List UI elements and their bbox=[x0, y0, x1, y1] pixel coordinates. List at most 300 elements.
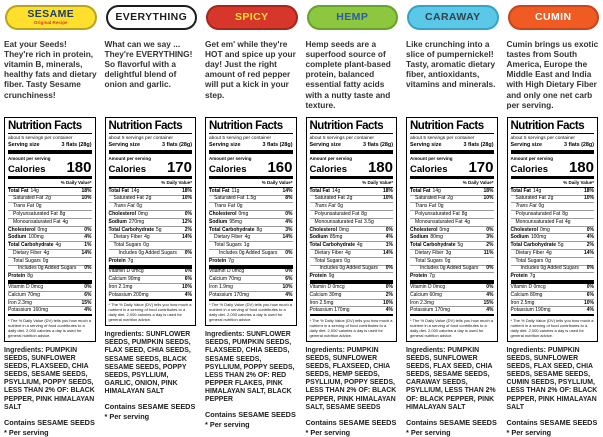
nutrient-row bbox=[109, 276, 193, 284]
calories-value: 180 bbox=[368, 162, 393, 175]
nutrient-amount: 0g bbox=[237, 204, 243, 209]
serving-size-row bbox=[8, 141, 92, 150]
nutrient-name: Saturated Fat bbox=[13, 196, 43, 201]
nutrient-name: Total Fat bbox=[8, 189, 28, 194]
daily-value-header: % Daily Value* bbox=[310, 179, 394, 188]
nutrient-name: Vitamin D 0mcg bbox=[8, 285, 43, 290]
nutrient-name: Potassium 190mg bbox=[511, 308, 551, 313]
nutrient-name: Monounsaturated Fat bbox=[315, 220, 363, 225]
nutrient-name: Sodium bbox=[410, 235, 428, 240]
nutrient-rows bbox=[109, 188, 193, 301]
nutrient-amount: 270mg bbox=[129, 220, 144, 225]
nutrient-name: Saturated Fat bbox=[516, 196, 546, 201]
per-serving-note: * Per serving bbox=[4, 428, 98, 437]
nutrient-daily-value: 18% bbox=[383, 189, 393, 194]
nutrient-daily-value: 10% bbox=[282, 285, 292, 290]
nutrient-name: Trans Fat bbox=[13, 204, 34, 209]
servings-per-container: about 5 serving per container bbox=[209, 134, 293, 141]
serving-size-label: Serving size bbox=[209, 142, 240, 148]
nutrient-amount: 5g bbox=[558, 243, 564, 248]
nutrient-row bbox=[410, 196, 494, 204]
per-serving-note: * Per serving bbox=[105, 412, 199, 421]
nutrient-daily-value: 4% bbox=[285, 293, 292, 298]
flavor-badge[interactable] bbox=[307, 5, 399, 30]
nutrient-row bbox=[310, 250, 394, 258]
nutrient-daily-value: 14% bbox=[282, 189, 292, 194]
nutrient-amount: 2g bbox=[548, 196, 554, 201]
nutrient-daily-value: 2% bbox=[386, 293, 393, 298]
nutrient-row bbox=[511, 211, 595, 219]
nutrient-amount: 8g bbox=[361, 212, 367, 217]
nutrient-daily-value: 4% bbox=[486, 308, 493, 313]
nutrient-daily-value: 10% bbox=[584, 301, 594, 306]
flavor-badge[interactable] bbox=[206, 5, 298, 30]
nutrient-name: Vitamin D 0mcg bbox=[209, 269, 244, 274]
nutrient-amount: 0g bbox=[539, 204, 545, 209]
nutrient-daily-value: 10% bbox=[81, 196, 91, 201]
nutrient-amount: 9g bbox=[329, 274, 335, 279]
nutrient-rows bbox=[209, 188, 293, 301]
nutrition-facts-title: Nutrition Facts bbox=[209, 120, 293, 134]
nutrient-row bbox=[410, 284, 494, 292]
nutrient-amount: 8g bbox=[562, 212, 568, 217]
nutrient-name: Protein bbox=[310, 274, 327, 279]
nutrient-name: Iron 2.5mg bbox=[310, 301, 334, 306]
nutrient-amount: 14g bbox=[30, 189, 38, 194]
nutrient-daily-value: 6% bbox=[84, 293, 91, 298]
nutrient-row bbox=[511, 234, 595, 242]
nutrient-amount: 4g bbox=[44, 251, 50, 256]
nutrient-daily-value: 4% bbox=[587, 308, 594, 313]
nutrient-name: Dietary Fiber bbox=[13, 251, 42, 256]
nutrient-daily-value: 1% bbox=[386, 243, 393, 248]
per-serving-note: * Per serving bbox=[205, 420, 299, 429]
nutrient-name: Trans Fat bbox=[114, 204, 135, 209]
nutrition-facts-title: Nutrition Facts bbox=[310, 120, 394, 134]
nutrient-name: Total Carbohydrate bbox=[310, 243, 355, 248]
nutrient-name: Saturated Fat bbox=[415, 196, 445, 201]
nutrient-row bbox=[310, 307, 394, 316]
nutrient-daily-value: 14% bbox=[584, 251, 594, 256]
nutrient-row bbox=[511, 284, 595, 292]
nutrient-name: Trans Fat bbox=[415, 204, 436, 209]
nutrient-amount: 0g bbox=[344, 259, 350, 264]
nutrient-amount: 0g bbox=[43, 259, 49, 264]
nutrient-rows bbox=[8, 188, 92, 317]
nutrient-amount: 0mg bbox=[540, 228, 550, 233]
serving-size-label: Serving size bbox=[8, 142, 39, 148]
nutrient-daily-value: 0% bbox=[386, 228, 393, 233]
nutrient-row bbox=[511, 258, 595, 266]
amount-per-serving-label: Amount per serving bbox=[209, 154, 293, 161]
nutrient-name: Potassium 170mg bbox=[209, 293, 249, 298]
contains-statement: Contains SESAME SEEDS bbox=[4, 418, 98, 427]
nutrient-amount: 100mg bbox=[531, 235, 546, 240]
nutrient-daily-value: 0% bbox=[587, 228, 594, 233]
daily-value-header: % Daily Value* bbox=[209, 179, 293, 188]
contains-statement: Contains SESAME SEEDS bbox=[406, 418, 500, 427]
nutrient-daily-value: 0% bbox=[587, 285, 594, 290]
nutrient-row bbox=[310, 234, 394, 242]
nutrient-name: Potassium 160mg bbox=[8, 308, 48, 313]
nutrient-row bbox=[410, 242, 494, 250]
nutrient-amount: 3.5g bbox=[364, 220, 374, 225]
nutrient-row bbox=[8, 300, 92, 308]
nutrient-amount: 1g bbox=[244, 243, 250, 248]
daily-value-header: % Daily Value* bbox=[410, 179, 494, 188]
calories-label: Calories bbox=[209, 165, 247, 175]
serving-size-value: 3 flats (28g) bbox=[564, 142, 594, 148]
flavor-column bbox=[101, 0, 202, 437]
serving-size-value: 3 flats (28g) bbox=[263, 142, 293, 148]
nutrient-row bbox=[511, 242, 595, 250]
nutrient-row bbox=[511, 219, 595, 227]
calories-label: Calories bbox=[8, 165, 46, 175]
servings-per-container: about 5 servings per container bbox=[410, 134, 494, 141]
nutrient-amount: 4g bbox=[63, 220, 69, 225]
nutrient-row bbox=[511, 188, 595, 196]
daily-value-footnote: * The % Daily Value (DV) tells you how much a nutrient in a serving of food contributes to a daily diet. 2,000 calories a day is used for general nutrition advice. bbox=[209, 301, 293, 323]
per-serving-note: * Per serving bbox=[406, 428, 500, 437]
nutrient-name: Total Sugars bbox=[315, 259, 343, 264]
nutrient-name: Sodium bbox=[109, 220, 127, 225]
nutrient-row bbox=[410, 292, 494, 300]
nutrient-amount: 95mg bbox=[229, 220, 242, 225]
nutrient-name: Potassium 200mg bbox=[109, 293, 149, 298]
flavor-description: Like crunching into a slice of pumpernickel! Tasty, aromatic dietary fiber, antioxidants, vitamins and minerals. bbox=[406, 39, 500, 111]
nutrient-row bbox=[209, 242, 293, 250]
nutrient-row bbox=[8, 258, 92, 266]
servings-per-container: about 5 servings per container bbox=[511, 134, 595, 141]
nutrient-daily-value: 0% bbox=[486, 228, 493, 233]
nutrient-name: Trans Fat bbox=[315, 204, 336, 209]
calories-row bbox=[8, 161, 92, 177]
nutrient-row bbox=[8, 188, 92, 196]
ingredients-text: Ingredients: PUMPKIN SEEDS, SUNFLOWER SEEDS, FLAXSEED, CHIA SEEDS, HEMP SEEDS, PSYLLIUM, POPPY SEEDS, LESS THAN 2% OF: BLACK PEPPER, PINK HIMALAYAN SALT, SESAME SEEDS bbox=[306, 347, 398, 412]
nutrient-row bbox=[410, 188, 494, 196]
nutrient-row bbox=[8, 307, 92, 316]
nutrient-amount: 7g bbox=[228, 259, 234, 264]
nutrient-name: Sodium bbox=[209, 220, 227, 225]
nutrient-row bbox=[310, 188, 394, 196]
nutrient-amount: 0g bbox=[143, 243, 149, 248]
nutrient-name: Protein bbox=[410, 274, 427, 279]
nutrient-name: Cholesterol bbox=[310, 228, 338, 233]
nutrient-daily-value: 1% bbox=[84, 243, 91, 248]
nutrient-name: Vitamin D 0mcg bbox=[109, 269, 144, 274]
nutrient-amount: 2g bbox=[45, 196, 51, 201]
daily-value-footnote: * The % Daily Value (DV) tells you how much a nutrient in a serving of food contributes to a daily diet. 2,000 calories a day is used for general nutrition advice. bbox=[8, 316, 92, 338]
nutrient-name: Iron 2.1mg bbox=[109, 285, 133, 290]
nutrient-row bbox=[109, 258, 193, 269]
calories-label: Calories bbox=[410, 165, 448, 175]
nutrient-name: Includes 0g Added Sugars bbox=[521, 266, 579, 271]
nutrient-name: Total Fat bbox=[511, 189, 531, 194]
nutrient-name: Total Carbohydrate bbox=[8, 243, 53, 248]
nutrient-name: Iron 1.9mg bbox=[209, 285, 233, 290]
nutrient-row bbox=[8, 250, 92, 258]
nutrient-row bbox=[209, 234, 293, 242]
nutrient-daily-value: 14% bbox=[81, 251, 91, 256]
nutrient-row bbox=[8, 292, 92, 300]
servings-per-container: about 5 servings per container bbox=[109, 134, 193, 141]
nutrient-name: Iron 2.3mg bbox=[410, 301, 434, 306]
nutrient-row bbox=[511, 292, 595, 300]
nutrient-daily-value: 0% bbox=[486, 266, 493, 271]
nutrient-name: Cholesterol bbox=[109, 212, 137, 217]
nutrient-name: Dietary Fiber bbox=[315, 251, 344, 256]
serving-size-label: Serving size bbox=[410, 142, 441, 148]
nutrient-name: Total Carbohydrate bbox=[511, 243, 556, 248]
nutrition-facts-label bbox=[306, 117, 398, 342]
nutrient-amount: 4g bbox=[55, 243, 61, 248]
amount-per-serving-label: Amount per serving bbox=[109, 154, 193, 161]
nutrient-row bbox=[410, 307, 494, 316]
nutrient-daily-value: 0% bbox=[587, 266, 594, 271]
nutrient-daily-value: 10% bbox=[182, 285, 192, 290]
nutrient-row bbox=[209, 203, 293, 211]
nutrient-row bbox=[8, 234, 92, 242]
nutrient-name: Total Sugars bbox=[214, 243, 242, 248]
nutrient-amount: 0g bbox=[438, 204, 444, 209]
nutrient-name: Includes 0g Added Sugars bbox=[18, 266, 76, 271]
calories-row bbox=[109, 161, 193, 177]
nutrient-name: Potassium 170mg bbox=[310, 308, 350, 313]
nutrient-row bbox=[511, 203, 595, 211]
nutrient-daily-value: 0% bbox=[285, 269, 292, 274]
ingredients-text: Ingredients: SUNFLOWER SEEDS, PUMPKIN SEEDS, FLAXSEED, CHIA SEEDS, SESAME SEEDS, PSYLLIUM, POPPY SEEDS, LESS THAN 2% OF: RED PEPPER FLAKES, PINK HIMALAYAN SALT, BLACK PEPPER bbox=[205, 331, 297, 404]
flavor-column bbox=[302, 0, 403, 437]
nutrient-amount: 0g bbox=[137, 204, 143, 209]
nutrient-daily-value: 3% bbox=[486, 235, 493, 240]
amount-per-serving-label: Amount per serving bbox=[511, 154, 595, 161]
nutrient-daily-value: 3% bbox=[285, 228, 292, 233]
flavor-badge-label: SPICY bbox=[235, 12, 269, 23]
nutrient-name: Total Sugars bbox=[516, 259, 544, 264]
nutrient-row bbox=[410, 203, 494, 211]
ingredients-text: Ingredients: PUMPKIN SEEDS, SUNFLOWER SEEDS, FLAX SEED, CHIA SEEDS, SESAME SEEDS, CARAWAY SEEDS, PSYLLIUM, LESS THAN 2% OF: BLACK PEPPER, PINK HIMALAYAN SALT bbox=[406, 347, 498, 412]
nutrient-row bbox=[8, 219, 92, 227]
amount-per-serving-label: Amount per serving bbox=[8, 154, 92, 161]
nutrient-daily-value: 18% bbox=[81, 189, 91, 194]
nutrient-row bbox=[8, 266, 92, 274]
daily-value-footnote: * The % Daily Value (DV) tells you how much a nutrient in a serving of food contributes to a daily diet. 2,000 calories a day is used for general nutrition advice. bbox=[109, 301, 193, 323]
daily-value-header: % Daily Value* bbox=[511, 179, 595, 188]
nutrient-row bbox=[109, 292, 193, 301]
nutrient-row bbox=[109, 203, 193, 211]
nutrient-daily-value: 4% bbox=[386, 308, 393, 313]
nutrient-daily-value: 4% bbox=[84, 235, 91, 240]
nutrient-row bbox=[8, 242, 92, 250]
nutrient-row bbox=[410, 300, 494, 308]
nutrient-name: Calcium 60mg bbox=[410, 293, 442, 298]
nutrient-daily-value: 0% bbox=[386, 266, 393, 271]
nutrient-row bbox=[109, 242, 193, 250]
flavor-badge[interactable] bbox=[407, 5, 499, 30]
nutrient-name: Total Carbohydrate bbox=[109, 228, 154, 233]
nutrient-row bbox=[109, 219, 193, 227]
flavor-badge-sublabel: Original Recipe bbox=[34, 20, 68, 26]
nutrient-row bbox=[310, 227, 394, 235]
nutrient-row bbox=[410, 258, 494, 266]
nutrient-amount: 2g bbox=[447, 196, 453, 201]
nutrient-amount: 100mg bbox=[28, 235, 43, 240]
flavor-badge-label: HEMP bbox=[336, 12, 368, 23]
nutrient-name: Polyunsaturated Fat bbox=[516, 212, 561, 217]
nutrient-row bbox=[209, 196, 293, 204]
servings-per-container: about 5 servings per container bbox=[310, 134, 394, 141]
nutrient-name: Trans Fat bbox=[214, 204, 235, 209]
nutrient-name: Includes 0g Added Sugars bbox=[219, 251, 277, 256]
flavor-badge[interactable] bbox=[508, 5, 600, 30]
nutrient-row bbox=[209, 219, 293, 227]
nutrient-daily-value: 15% bbox=[81, 301, 91, 306]
contains-statement: Contains SESAME SEEDS bbox=[205, 410, 299, 419]
nutrient-amount: 14g bbox=[533, 189, 541, 194]
nutrient-row bbox=[8, 211, 92, 219]
nutrient-daily-value: 4% bbox=[386, 235, 393, 240]
nutrient-amount: 2g bbox=[146, 196, 152, 201]
nutrient-amount: 2g bbox=[347, 196, 353, 201]
nutrient-daily-value: 0% bbox=[285, 212, 292, 217]
nutrient-name: Saturated Fat bbox=[214, 196, 244, 201]
nutrient-row bbox=[410, 211, 494, 219]
nutrient-name: Iron 2.3mg bbox=[8, 301, 32, 306]
calories-value: 180 bbox=[66, 162, 91, 175]
serving-size-row bbox=[511, 141, 595, 150]
nutrient-daily-value: 14% bbox=[282, 235, 292, 240]
nutrient-name: Total Fat bbox=[410, 189, 430, 194]
per-serving-note: * Per serving bbox=[507, 428, 601, 437]
nutrient-name: Cholesterol bbox=[511, 228, 539, 233]
nutrient-daily-value: 10% bbox=[483, 196, 493, 201]
serving-size-row bbox=[109, 141, 193, 150]
nutrient-daily-value: 0% bbox=[185, 251, 192, 256]
ingredients-text: Ingredients: PUMPKIN SEEDS, SUNFLOWER SEEDS, FLAX SEED, CHIA SEEDS, SESAME SEEDS, CUMIN SEEDS, PSYLLIUM, LESS THAN 2% OF: BLACK PEPPER, PINK HIMALAYAN SALT bbox=[507, 347, 599, 412]
nutrient-name: Vitamin D 0mcg bbox=[511, 285, 546, 290]
nutrient-amount: 0g bbox=[36, 204, 42, 209]
nutrient-daily-value: 4% bbox=[587, 235, 594, 240]
nutrient-row bbox=[410, 227, 494, 235]
nutrient-daily-value: 14% bbox=[383, 251, 393, 256]
nutrient-row bbox=[511, 227, 595, 235]
nutrient-amount: 4g bbox=[345, 251, 351, 256]
serving-size-label: Serving size bbox=[511, 142, 542, 148]
calories-label: Calories bbox=[109, 165, 147, 175]
nutrient-name: Cholesterol bbox=[410, 228, 438, 233]
per-serving-note: * Per serving bbox=[306, 428, 400, 437]
nutrient-row bbox=[209, 211, 293, 219]
nutrient-name: Sodium bbox=[511, 235, 529, 240]
flavor-column bbox=[402, 0, 503, 437]
nutrient-row bbox=[410, 266, 494, 274]
nutrient-amount: 4g bbox=[245, 235, 251, 240]
serving-size-row bbox=[310, 141, 394, 150]
nutrient-amount: 85mg bbox=[330, 235, 343, 240]
serving-size-row bbox=[209, 141, 293, 150]
nutrient-daily-value: 0% bbox=[185, 212, 192, 217]
nutrient-name: Vitamin D 0mcg bbox=[310, 285, 345, 290]
nutrient-row bbox=[8, 196, 92, 204]
nutrient-daily-value: 12% bbox=[182, 220, 192, 225]
amount-per-serving-label: Amount per serving bbox=[310, 154, 394, 161]
nutrient-row bbox=[109, 269, 193, 277]
nutrient-name: Calcium 30mg bbox=[310, 293, 342, 298]
nutrient-amount: 14g bbox=[332, 189, 340, 194]
nutrient-row bbox=[209, 250, 293, 258]
flavor-column bbox=[0, 0, 101, 437]
nutrition-facts-label bbox=[105, 117, 197, 326]
nutrient-name: Includes 0g Added Sugars bbox=[119, 251, 177, 256]
nutrient-row bbox=[310, 211, 394, 219]
contains-statement: Contains SESAME SEEDS bbox=[306, 418, 400, 427]
nutrient-amount: 11g bbox=[231, 189, 239, 194]
nutrition-facts-label bbox=[4, 117, 96, 342]
nutrient-name: Protein bbox=[8, 274, 25, 279]
nutrient-daily-value: 2% bbox=[185, 228, 192, 233]
flavor-badge[interactable] bbox=[5, 5, 97, 30]
calories-label: Calories bbox=[511, 165, 549, 175]
nutrient-amount: 0mg bbox=[138, 212, 148, 217]
nutrient-row bbox=[109, 211, 193, 219]
nutrient-name: Saturated Fat bbox=[114, 196, 144, 201]
nutrient-name: Includes 0g Added Sugars bbox=[420, 266, 478, 271]
nutrition-facts-title: Nutrition Facts bbox=[410, 120, 494, 134]
nutrient-row bbox=[8, 203, 92, 211]
nutrient-amount: 3g bbox=[446, 251, 452, 256]
nutrition-facts-label bbox=[406, 117, 498, 342]
nutrient-amount: 5g bbox=[156, 228, 162, 233]
nutrient-name: Vitamin D 0mcg bbox=[410, 285, 445, 290]
calories-label: Calories bbox=[310, 165, 348, 175]
calories-row bbox=[410, 161, 494, 177]
nutrient-name: Dietary Fiber bbox=[214, 235, 243, 240]
calories-value: 160 bbox=[267, 162, 292, 175]
ingredients-text: Ingredients: PUMPKIN SEEDS, SUNFLOWER SEEDS, FLAXSEED, CHIA SEEDS, SESAME SEEDS, PSYLLIUM, POPPY SEEDS, LESS THAN 2% OF: BLACK PEPPER, PINK HIMALAYAN SALT bbox=[4, 347, 96, 412]
nutrient-name: Monounsaturated Fat bbox=[516, 220, 564, 225]
nutrient-name: Trans Fat bbox=[516, 204, 537, 209]
daily-value-header: % Daily Value* bbox=[109, 179, 193, 188]
nutrient-name: Calcium 70mg bbox=[209, 277, 241, 282]
nutrient-row bbox=[209, 258, 293, 269]
nutrient-name: Protein bbox=[511, 274, 528, 279]
nutrient-amount: 4g bbox=[565, 220, 571, 225]
nutrient-name: Polyunsaturated Fat bbox=[315, 212, 360, 217]
flavor-badge-label: CARAWAY bbox=[425, 12, 481, 23]
contains-statement: Contains SESAME SEEDS bbox=[507, 418, 601, 427]
nutrient-row bbox=[511, 307, 595, 316]
nutrient-row bbox=[511, 273, 595, 284]
nutrient-rows bbox=[511, 188, 595, 317]
nutrient-name: Dietary Fiber bbox=[415, 251, 444, 256]
daily-value-footnote: * The % Daily Value (DV) tells you how much a nutrient in a serving of food contributes to a daily diet. 2,000 calories a day is used for general nutrition advice. bbox=[310, 316, 394, 338]
nutrient-row bbox=[310, 203, 394, 211]
nutrient-name: Protein bbox=[109, 259, 126, 264]
nutrient-amount: 0mg bbox=[440, 228, 450, 233]
nutrient-daily-value: 11% bbox=[484, 251, 494, 256]
nutrient-daily-value: 6% bbox=[587, 293, 594, 298]
nutrient-daily-value: 0% bbox=[386, 285, 393, 290]
nutrient-daily-value: 0% bbox=[285, 251, 292, 256]
nutrient-row bbox=[109, 234, 193, 242]
nutrient-row bbox=[209, 284, 293, 292]
flavor-badge[interactable] bbox=[106, 5, 198, 30]
calories-value: 170 bbox=[468, 162, 493, 175]
nutrient-daily-value: 6% bbox=[285, 277, 292, 282]
daily-value-footnote: * The % Daily Value (DV) tells you how much a nutrient in a serving of food contributes to a daily diet. 2,000 calories a day is used for general nutrition advice. bbox=[410, 316, 494, 338]
nutrient-row bbox=[410, 234, 494, 242]
nutrient-rows bbox=[410, 188, 494, 317]
